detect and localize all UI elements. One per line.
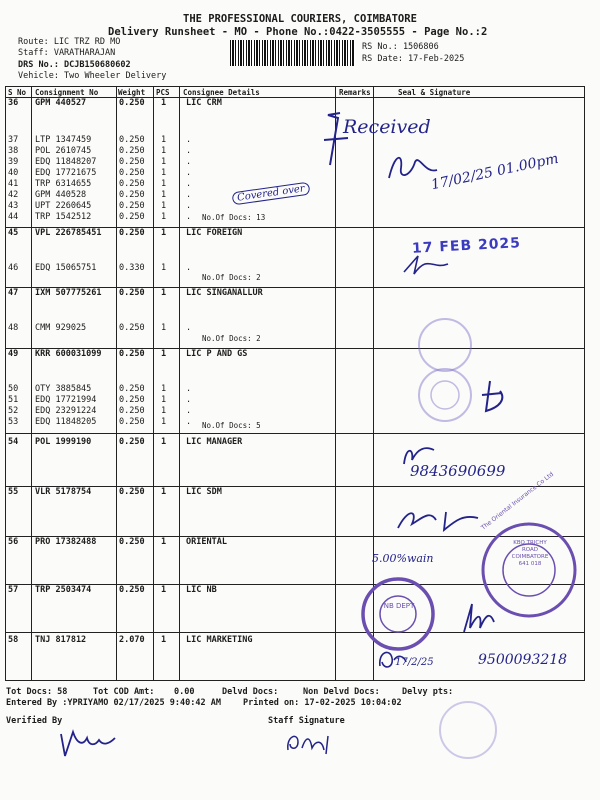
row-consignee: . xyxy=(186,168,192,178)
row-weight: 0.250 xyxy=(119,135,145,145)
row-weight: 0.250 xyxy=(119,201,145,211)
drs-number: DRS No.: DCJB150680602 xyxy=(18,60,131,70)
row-pcs: 1 xyxy=(161,384,167,394)
row-pcs: 1 xyxy=(161,263,167,273)
covered-note: Covered over xyxy=(231,182,310,206)
row-consignment-no: UPT 2260645 xyxy=(35,201,92,211)
row-consignee: . xyxy=(186,146,192,156)
row-pcs: 1 xyxy=(161,146,167,156)
row-weight: 0.250 xyxy=(119,417,145,427)
row-pcs: 1 xyxy=(161,201,167,211)
col-weight: Weight xyxy=(118,88,146,97)
row-weight: 2.070 xyxy=(119,635,145,645)
row-consignee: LIC SINGANALLUR xyxy=(186,288,263,298)
row-weight: 0.250 xyxy=(119,146,145,156)
row-consignee: . xyxy=(186,190,192,200)
row-consignment-no: TNJ 817812 xyxy=(35,635,87,645)
delivered-docs: Delvd Docs: xyxy=(222,687,279,697)
row-sno: 47 xyxy=(8,288,19,298)
row-consignee: . xyxy=(186,212,192,222)
row-consignment-no: PRO 17382488 xyxy=(35,537,97,547)
row-consignment-no: EDQ 11848207 xyxy=(35,157,97,167)
row-pcs: 1 xyxy=(161,179,167,189)
row-consignee: LIC CRM xyxy=(186,98,222,108)
row-weight: 0.250 xyxy=(119,585,145,595)
row-pcs: 1 xyxy=(161,98,167,108)
row-weight: 0.250 xyxy=(119,212,145,222)
row-consignment-no: POL 2610745 xyxy=(35,146,92,156)
row-sno: 54 xyxy=(8,437,19,447)
row-weight: 0.250 xyxy=(119,157,145,167)
row-sno: 57 xyxy=(8,585,19,595)
row-consignee: . xyxy=(186,323,192,333)
row-sno: 38 xyxy=(8,146,19,156)
phone-58: 9500093218 xyxy=(478,652,568,668)
staff-signature-label: Staff Signature xyxy=(268,716,345,726)
row-weight: 0.250 xyxy=(119,288,145,298)
col-seal-signature: Seal & Signature xyxy=(398,88,471,97)
row-weight: 0.250 xyxy=(119,384,145,394)
row-consignment-no: IXM 507775261 xyxy=(35,288,102,298)
rs-number: RS No.: 1506806 xyxy=(362,42,439,52)
col-consignee: Consignee Details xyxy=(183,88,260,97)
row-sno: 37 xyxy=(8,135,19,145)
row-consignment-no: EDQ 15065751 xyxy=(35,263,97,273)
received-handwriting: Received xyxy=(343,116,431,138)
row-consignment-no: VLR 5178754 xyxy=(35,487,92,497)
row-consignee: LIC MARKETING xyxy=(186,635,253,645)
row-pcs: 1 xyxy=(161,157,167,167)
barcode xyxy=(230,40,355,66)
row-weight: 0.250 xyxy=(119,228,145,238)
row-pcs: 1 xyxy=(161,406,167,416)
staff-signature xyxy=(282,728,342,758)
row-consignment-no: EDQ 17721994 xyxy=(35,395,97,405)
row-sno: 52 xyxy=(8,406,19,416)
row-pcs: 1 xyxy=(161,190,167,200)
row-consignee: . xyxy=(186,157,192,167)
row-consignee: . xyxy=(186,384,192,394)
staff: Staff: VARATHARAJAN xyxy=(18,48,116,58)
row-weight: 0.250 xyxy=(119,349,145,359)
col-consignment: Consignment No xyxy=(35,88,99,97)
row-pcs: 1 xyxy=(161,585,167,595)
row-sno: 45 xyxy=(8,228,19,238)
row-pcs: 1 xyxy=(161,395,167,405)
row-weight: 0.250 xyxy=(119,323,145,333)
rs-date: RS Date: 17-Feb-2025 xyxy=(362,54,465,64)
signature-57 xyxy=(460,598,500,638)
row-pcs: 1 xyxy=(161,437,167,447)
row-sno: 46 xyxy=(8,263,19,273)
row-pcs: 1 xyxy=(161,212,167,222)
total-cod-value: 0.00 xyxy=(174,687,195,697)
row-pcs: 1 xyxy=(161,417,167,427)
row-weight: 0.250 xyxy=(119,98,145,108)
row-sno: 56 xyxy=(8,537,19,547)
row-sno: 36 xyxy=(8,98,19,108)
runsheet-title: Delivery Runsheet - MO - Phone No.:0422-3505555 - Page No.:2 xyxy=(108,26,488,38)
row-sno: 51 xyxy=(8,395,19,405)
row-pcs: 1 xyxy=(161,487,167,497)
row-pcs: 1 xyxy=(161,288,167,298)
row-consignee: LIC FOREIGN xyxy=(186,228,243,238)
row-sno: 49 xyxy=(8,349,19,359)
row-consignment-no: EDQ 23291224 xyxy=(35,406,97,416)
row-pcs: 1 xyxy=(161,537,167,547)
col-pcs: PCS xyxy=(156,88,170,97)
row-sno: 43 xyxy=(8,201,19,211)
row-consignment-no: VPL 226785451 xyxy=(35,228,102,238)
docs-count: No.Of Docs: 2 xyxy=(202,273,261,282)
row-weight: 0.330 xyxy=(119,263,145,273)
row-consignee: . xyxy=(186,395,192,405)
row-consignee: LIC SDM xyxy=(186,487,222,497)
col-remarks: Remarks xyxy=(339,88,371,97)
row-consignee: . xyxy=(186,179,192,189)
row-consignee: LIC MANAGER xyxy=(186,437,243,447)
row-consignee: LIC NB xyxy=(186,585,217,595)
row-consignee: . xyxy=(186,263,192,273)
row-sno: 41 xyxy=(8,179,19,189)
row-consignment-no: LTP 1347459 xyxy=(35,135,92,145)
row-consignee: LIC P AND GS xyxy=(186,349,248,359)
verifier-signature xyxy=(55,722,125,762)
docs-count: No.Of Docs: 2 xyxy=(202,334,261,343)
row-weight: 0.250 xyxy=(119,168,145,178)
row-weight: 0.250 xyxy=(119,179,145,189)
row-weight: 0.250 xyxy=(119,487,145,497)
row-sno: 40 xyxy=(8,168,19,178)
text-56: 5.00%wain xyxy=(372,552,434,565)
row-sno: 50 xyxy=(8,384,19,394)
row-consignment-no: EDQ 11848205 xyxy=(35,417,97,427)
row-weight: 0.250 xyxy=(119,537,145,547)
row-weight: 0.250 xyxy=(119,437,145,447)
row-consignee: . xyxy=(186,417,192,427)
seal-stamp-49 xyxy=(410,315,520,425)
oriental-stamp-center: KBO TRICHY ROAD COIMBATORE 641 018 xyxy=(511,540,549,567)
row-weight: 0.250 xyxy=(119,406,145,416)
row-consignment-no: GPM 440527 xyxy=(35,98,87,108)
row-sno: 55 xyxy=(8,487,19,497)
row-weight: 0.250 xyxy=(119,190,145,200)
row-consignment-no: POL 1999190 xyxy=(35,437,92,447)
row-sno: 53 xyxy=(8,417,19,427)
signature-45 xyxy=(400,250,470,280)
date-stamp: 17 FEB 2025 xyxy=(411,235,522,257)
row-consignment-no: TRP 6314655 xyxy=(35,179,92,189)
row-consignee: . xyxy=(186,135,192,145)
printed-on: Printed on: 17-02-2025 10:04:02 xyxy=(243,698,402,708)
route: Route: LIC TRZ RD MO xyxy=(18,37,121,47)
row-pcs: 1 xyxy=(161,135,167,145)
row-pcs: 1 xyxy=(161,349,167,359)
docs-count: No.Of Docs: 5 xyxy=(202,421,261,430)
oriental-stamp-ring: The Oriental Insurance Co Ltd xyxy=(480,470,555,532)
verified-by-label: Verified By xyxy=(6,716,63,726)
company-name: THE PROFESSIONAL COURIERS, COIMBATORE xyxy=(183,13,417,25)
date-58: 17/2/25 xyxy=(395,657,434,668)
row-consignment-no: EDQ 17721675 xyxy=(35,168,97,178)
row-sno: 58 xyxy=(8,635,19,645)
phone-54: 9843690699 xyxy=(410,462,506,480)
row-consignment-no: KRR 600031099 xyxy=(35,349,102,359)
row-sno: 44 xyxy=(8,212,19,222)
delivery-points: Delvy pts: xyxy=(402,687,454,697)
entered-by: Entered By :YPRIYAMO 02/17/2025 9:40:42 AM xyxy=(6,698,221,708)
received-time: 17/02/25 01.00pm xyxy=(429,150,560,194)
row-consignee: . xyxy=(186,406,192,416)
row-weight: 0.250 xyxy=(119,395,145,405)
row-sno: 39 xyxy=(8,157,19,167)
total-docs: Tot Docs: 58 xyxy=(6,687,68,697)
non-delivered-docs: Non Delvd Docs: xyxy=(303,687,380,697)
row-consignment-no: TRP 1542512 xyxy=(35,212,92,222)
row-consignee: . xyxy=(186,201,192,211)
total-cod-label: Tot COD Amt: xyxy=(93,687,155,697)
row-pcs: 1 xyxy=(161,228,167,238)
vehicle: Vehicle: Two Wheeler Delivery xyxy=(18,71,167,81)
nb-stamp-center: NB DEPT xyxy=(383,602,415,610)
row-pcs: 1 xyxy=(161,323,167,333)
docs-count: No.Of Docs: 13 xyxy=(202,213,266,222)
row-consignment-no: TRP 2503474 xyxy=(35,585,92,595)
row-consignee: ORIENTAL xyxy=(186,537,227,547)
row-pcs: 1 xyxy=(161,168,167,178)
row-consignment-no: GPM 440528 xyxy=(35,190,87,200)
row-pcs: 1 xyxy=(161,635,167,645)
col-sno: S No xyxy=(8,88,27,97)
row-consignment-no: OTY 3885845 xyxy=(35,384,92,394)
row-consignment-no: CMM 929025 xyxy=(35,323,87,333)
row-sno: 48 xyxy=(8,323,19,333)
faint-stamp xyxy=(420,700,510,760)
row-sno: 42 xyxy=(8,190,19,200)
